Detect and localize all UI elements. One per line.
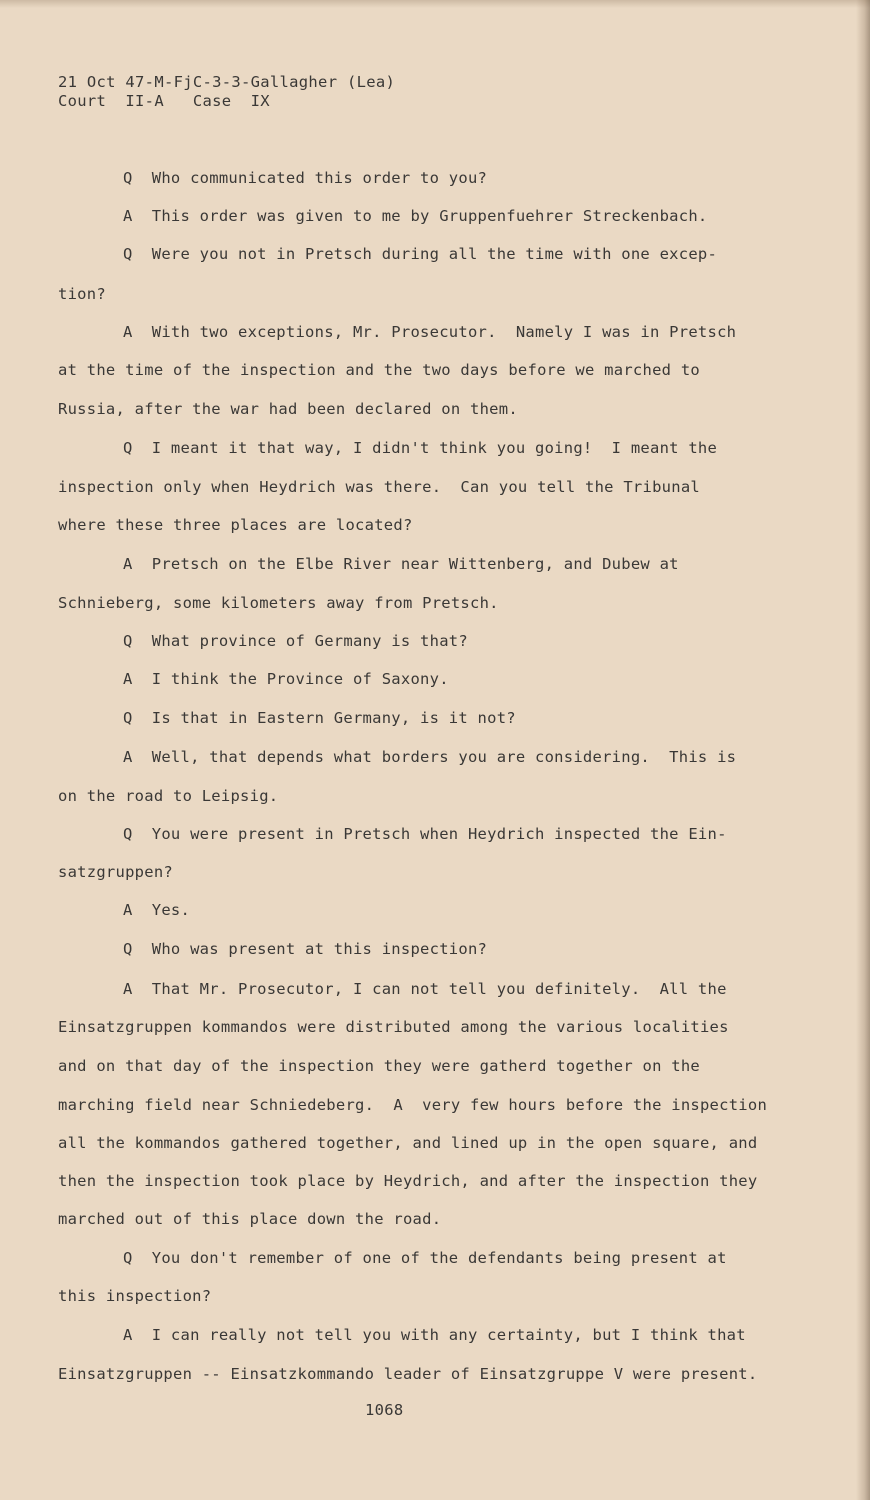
transcript-line: Q You were present in Pretsch when Heydrich inspected the Ein- [123,825,727,843]
header-session-line: 21 Oct 47-M-FjC-3-3-Gallagher (Lea) [58,73,396,91]
transcript-line: marching field near Schniedeberg. A very few hours before the inspection [58,1096,768,1114]
transcript-line: and on that day of the inspection they were gatherd together on the [58,1057,700,1075]
transcript-line: Q What province of Germany is that? [123,632,468,650]
transcript-line: Q Is that in Eastern Germany, is it not? [123,709,516,727]
transcript-line: at the time of the inspection and the two days before we marched to [58,361,700,379]
transcript-line: A I think the Province of Saxony. [123,670,449,688]
header-court-case-line: Court II-A Case IX [58,92,270,110]
transcript-line: this inspection? [58,1287,212,1305]
transcript-line: all the kommandos gathered together, and lined up in the open square, and [58,1134,758,1152]
transcript-line: tion? [58,285,106,303]
paper-right-edge [856,0,870,1500]
transcript-line: Einsatzgruppen -- Einsatzkommando leader of Einsatzgruppe V were present. [58,1365,758,1383]
transcript-line: Q You don't remember of one of the defendants being present at [123,1249,727,1267]
transcript-line: A That Mr. Prosecutor, I can not tell you definitely. All the [123,980,727,998]
transcript-line: Q I meant it that way, I didn't think you going! I meant the [123,439,718,457]
transcript-line: A With two exceptions, Mr. Prosecutor. Namely I was in Pretsch [123,323,737,341]
transcript-line: Q Who communicated this order to you? [123,169,488,187]
transcript-line: A This order was given to me by Gruppenfuehrer Streckenbach. [123,207,708,225]
paper-top-shadow [0,0,870,8]
transcript-line: Q Who was present at this inspection? [123,940,488,958]
transcript-line: then the inspection took place by Heydrich, and after the inspection they [58,1172,758,1190]
transcript-line: Russia, after the war had been declared on them. [58,400,518,418]
transcript-line: where these three places are located? [58,516,413,534]
transcript-line: Einsatzgruppen kommandos were distributed among the various localities [58,1018,729,1036]
transcript-line: on the road to Leipsig. [58,787,279,805]
transcript-line: A Yes. [123,901,191,919]
transcript-line: A I can really not tell you with any certainty, but I think that [123,1326,746,1344]
page-number: 1068 [365,1401,404,1419]
transcript-line: marched out of this place down the road. [58,1210,442,1228]
transcript-line: A Well, that depends what borders you are considering. This is [123,748,737,766]
transcript-line: inspection only when Heydrich was there. Can you tell the Tribunal [58,478,700,496]
transcript-line: Q Were you not in Pretsch during all the time with one excep- [123,245,718,263]
transcript-line: Schnieberg, some kilometers away from Pretsch. [58,594,499,612]
transcript-line: A Pretsch on the Elbe River near Wittenberg, and Dubew at [123,555,679,573]
transcript-line: satzgruppen? [58,863,173,881]
